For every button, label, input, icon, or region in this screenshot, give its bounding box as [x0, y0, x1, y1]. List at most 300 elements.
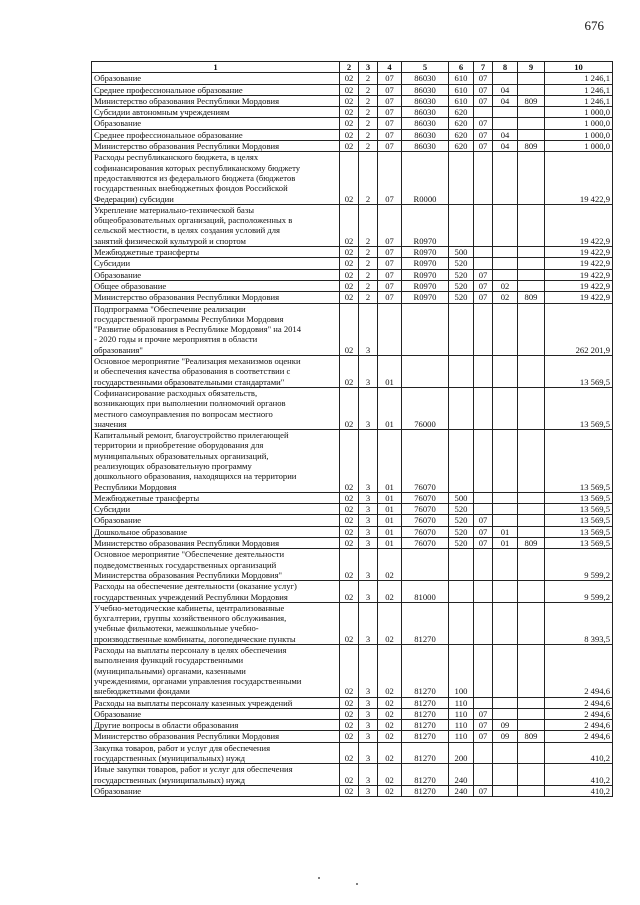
- code-cell: [474, 492, 493, 503]
- row-name: Софинансирование расходных обязательств, возникающих при выполнении полномочий органов местного самоуправления по вопросам местного значения: [92, 387, 340, 429]
- column-header: 1: [92, 62, 340, 73]
- code-cell: 2: [359, 129, 378, 140]
- code-cell: [493, 697, 518, 708]
- amount-cell: 19 422,9: [545, 247, 613, 258]
- amount-cell: 410,2: [545, 785, 613, 796]
- code-cell: 3: [359, 785, 378, 796]
- code-cell: 09: [493, 720, 518, 731]
- code-cell: 2: [359, 269, 378, 280]
- code-cell: [449, 204, 474, 246]
- code-cell: 02: [340, 515, 359, 526]
- row-name: Другие вопросы в области образования: [92, 720, 340, 731]
- code-cell: [474, 504, 493, 515]
- code-cell: [493, 515, 518, 526]
- code-cell: [518, 84, 545, 95]
- code-cell: 110: [449, 708, 474, 719]
- code-cell: 02: [340, 430, 359, 493]
- column-header: 3: [359, 62, 378, 73]
- code-cell: [493, 764, 518, 786]
- code-cell: [518, 303, 545, 355]
- code-cell: [474, 247, 493, 258]
- table-row: [92, 141, 613, 152]
- code-cell: 2: [359, 84, 378, 95]
- row-name: Иные закупки товаров, работ и услуг для обеспечения государственных (муниципальных) нужд: [92, 764, 340, 786]
- code-cell: 3: [359, 708, 378, 719]
- amount-cell: 19 422,9: [545, 204, 613, 246]
- row-name: Субсидии автономным учреждениям: [92, 107, 340, 118]
- code-cell: 02: [378, 602, 402, 644]
- code-cell: 02: [378, 581, 402, 603]
- code-cell: 07: [378, 280, 402, 291]
- code-cell: 07: [474, 731, 493, 742]
- table-row: [92, 645, 613, 697]
- table-row: [92, 526, 613, 537]
- code-cell: 07: [378, 292, 402, 303]
- code-cell: [474, 387, 493, 429]
- code-cell: [474, 742, 493, 764]
- code-cell: [474, 204, 493, 246]
- code-cell: 02: [378, 645, 402, 697]
- amount-cell: 8 393,5: [545, 602, 613, 644]
- row-name: Укрепление материально-технической базы общеобразовательных организаций, расположенных в сельской местности, в целях создания условий для занятий физической культурой и спортом: [92, 204, 340, 246]
- code-cell: 620: [449, 141, 474, 152]
- scan-speck: [318, 877, 320, 879]
- code-cell: 02: [340, 356, 359, 388]
- table-row: [92, 107, 613, 118]
- code-cell: R0970: [402, 258, 449, 269]
- code-cell: 01: [378, 526, 402, 537]
- code-cell: 3: [359, 387, 378, 429]
- code-cell: 07: [378, 84, 402, 95]
- code-cell: 02: [340, 581, 359, 603]
- table-row: [92, 118, 613, 129]
- row-name: Министерство образования Республики Мордовия: [92, 141, 340, 152]
- code-cell: [518, 708, 545, 719]
- code-cell: 81270: [402, 708, 449, 719]
- code-cell: [493, 258, 518, 269]
- code-cell: 110: [449, 720, 474, 731]
- code-cell: [474, 107, 493, 118]
- code-cell: [474, 645, 493, 697]
- code-cell: R0970: [402, 292, 449, 303]
- code-cell: 02: [340, 73, 359, 84]
- code-cell: [493, 247, 518, 258]
- code-cell: 3: [359, 356, 378, 388]
- code-cell: 02: [340, 280, 359, 291]
- code-cell: [474, 602, 493, 644]
- code-cell: 07: [474, 292, 493, 303]
- amount-cell: 19 422,9: [545, 152, 613, 204]
- code-cell: 02: [378, 708, 402, 719]
- code-cell: 07: [378, 258, 402, 269]
- code-cell: 02: [340, 247, 359, 258]
- table-row: [92, 129, 613, 140]
- code-cell: 01: [378, 387, 402, 429]
- code-cell: [402, 549, 449, 581]
- code-cell: 02: [340, 387, 359, 429]
- code-cell: 02: [340, 731, 359, 742]
- code-cell: 07: [474, 515, 493, 526]
- row-name: Министерство образования Республики Мордовия: [92, 538, 340, 549]
- code-cell: 07: [474, 129, 493, 140]
- code-cell: 2: [359, 292, 378, 303]
- amount-cell: 9 599,2: [545, 581, 613, 603]
- code-cell: 01: [378, 515, 402, 526]
- code-cell: 02: [340, 292, 359, 303]
- table-row: [92, 204, 613, 246]
- code-cell: 3: [359, 538, 378, 549]
- code-cell: [449, 602, 474, 644]
- code-cell: 520: [449, 526, 474, 537]
- code-cell: 520: [449, 292, 474, 303]
- code-cell: [449, 387, 474, 429]
- code-cell: 02: [340, 742, 359, 764]
- table-row: [92, 602, 613, 644]
- table-row: [92, 492, 613, 503]
- code-cell: 07: [378, 152, 402, 204]
- code-cell: 86030: [402, 73, 449, 84]
- code-cell: 02: [340, 764, 359, 786]
- code-cell: 02: [340, 303, 359, 355]
- table-row: [92, 247, 613, 258]
- code-cell: 3: [359, 515, 378, 526]
- code-cell: [474, 764, 493, 786]
- code-cell: [518, 581, 545, 603]
- code-cell: 07: [378, 141, 402, 152]
- code-cell: 81270: [402, 602, 449, 644]
- amount-cell: 19 422,9: [545, 269, 613, 280]
- row-name: Общее образование: [92, 280, 340, 291]
- code-cell: 02: [340, 697, 359, 708]
- code-cell: 02: [493, 292, 518, 303]
- code-cell: 2: [359, 141, 378, 152]
- code-cell: 02: [378, 549, 402, 581]
- code-cell: [493, 581, 518, 603]
- amount-cell: 13 569,5: [545, 538, 613, 549]
- row-name: Учебно-методические кабинеты, централизованные бухгалтерии, группы хозяйственного обслуживания, учебные фильмотеки, межшкольные учебно- производственные комбинаты, логопедические пункты: [92, 602, 340, 644]
- code-cell: 76070: [402, 430, 449, 493]
- code-cell: [518, 764, 545, 786]
- code-cell: 07: [378, 269, 402, 280]
- code-cell: 86030: [402, 95, 449, 106]
- row-name: Образование: [92, 118, 340, 129]
- code-cell: [518, 258, 545, 269]
- table-row: [92, 697, 613, 708]
- code-cell: 500: [449, 247, 474, 258]
- code-cell: 3: [359, 549, 378, 581]
- code-cell: 620: [449, 118, 474, 129]
- code-cell: R0970: [402, 269, 449, 280]
- code-cell: 02: [340, 504, 359, 515]
- code-cell: 520: [449, 504, 474, 515]
- code-cell: 3: [359, 581, 378, 603]
- code-cell: [474, 152, 493, 204]
- code-cell: [449, 581, 474, 603]
- row-name: Расходы на выплаты персоналу в целях обеспечения выполнения функций государственными (муниципальными) органами, казенными учреждениями, органами управления государственными внебюджетными фондами: [92, 645, 340, 697]
- code-cell: [493, 602, 518, 644]
- code-cell: 3: [359, 645, 378, 697]
- code-cell: [493, 742, 518, 764]
- code-cell: [518, 107, 545, 118]
- code-cell: [518, 387, 545, 429]
- table-row: [92, 152, 613, 204]
- code-cell: 02: [340, 785, 359, 796]
- code-cell: R0000: [402, 152, 449, 204]
- amount-cell: 1 246,1: [545, 84, 613, 95]
- row-name: Министерство образования Республики Мордовия: [92, 95, 340, 106]
- code-cell: [518, 430, 545, 493]
- code-cell: 04: [493, 141, 518, 152]
- amount-cell: 2 494,6: [545, 645, 613, 697]
- code-cell: 76070: [402, 504, 449, 515]
- code-cell: [518, 280, 545, 291]
- scan-speck: [356, 883, 358, 885]
- table-row: [92, 269, 613, 280]
- amount-cell: 2 494,6: [545, 731, 613, 742]
- code-cell: 3: [359, 697, 378, 708]
- table-row: [92, 720, 613, 731]
- code-cell: 07: [474, 95, 493, 106]
- column-header: 6: [449, 62, 474, 73]
- code-cell: 76070: [402, 538, 449, 549]
- code-cell: 07: [474, 118, 493, 129]
- code-cell: [474, 581, 493, 603]
- code-cell: 07: [474, 73, 493, 84]
- code-cell: 3: [359, 742, 378, 764]
- code-cell: 2: [359, 258, 378, 269]
- code-cell: [518, 152, 545, 204]
- table-row: [92, 549, 613, 581]
- row-name: Межбюджетные трансферты: [92, 492, 340, 503]
- code-cell: 02: [340, 492, 359, 503]
- code-cell: 07: [474, 708, 493, 719]
- code-cell: 02: [340, 84, 359, 95]
- row-name: Расходы на выплаты персоналу казенных учреждений: [92, 697, 340, 708]
- row-name: Образование: [92, 708, 340, 719]
- table-header-row: [92, 62, 613, 73]
- amount-cell: 1 000,0: [545, 141, 613, 152]
- code-cell: 86030: [402, 141, 449, 152]
- code-cell: 07: [474, 526, 493, 537]
- table-row: [92, 280, 613, 291]
- code-cell: 610: [449, 95, 474, 106]
- code-cell: [493, 152, 518, 204]
- code-cell: [518, 492, 545, 503]
- code-cell: 81270: [402, 720, 449, 731]
- code-cell: [518, 526, 545, 537]
- code-cell: 2: [359, 204, 378, 246]
- code-cell: 110: [449, 731, 474, 742]
- code-cell: 2: [359, 152, 378, 204]
- code-cell: 520: [449, 269, 474, 280]
- table-row: [92, 95, 613, 106]
- amount-cell: 13 569,5: [545, 504, 613, 515]
- code-cell: [518, 602, 545, 644]
- code-cell: [518, 247, 545, 258]
- code-cell: 620: [449, 107, 474, 118]
- table-row: [92, 292, 613, 303]
- code-cell: [518, 785, 545, 796]
- table-row: [92, 764, 613, 786]
- table-row: [92, 708, 613, 719]
- code-cell: 02: [340, 107, 359, 118]
- code-cell: 01: [378, 538, 402, 549]
- amount-cell: 262 201,9: [545, 303, 613, 355]
- code-cell: [449, 430, 474, 493]
- code-cell: 2: [359, 247, 378, 258]
- table-row: [92, 258, 613, 269]
- code-cell: 2: [359, 73, 378, 84]
- code-cell: 81270: [402, 697, 449, 708]
- code-cell: 809: [518, 731, 545, 742]
- amount-cell: 1 000,0: [545, 107, 613, 118]
- code-cell: 3: [359, 303, 378, 355]
- code-cell: [518, 129, 545, 140]
- amount-cell: 19 422,9: [545, 258, 613, 269]
- table-row: [92, 731, 613, 742]
- code-cell: 86030: [402, 84, 449, 95]
- amount-cell: 1 000,0: [545, 118, 613, 129]
- code-cell: 110: [449, 697, 474, 708]
- table-row: [92, 742, 613, 764]
- code-cell: 86030: [402, 118, 449, 129]
- code-cell: 02: [340, 720, 359, 731]
- code-cell: [449, 356, 474, 388]
- code-cell: 02: [378, 697, 402, 708]
- table-body: [92, 73, 613, 797]
- code-cell: 809: [518, 141, 545, 152]
- code-cell: 200: [449, 742, 474, 764]
- column-header: 4: [378, 62, 402, 73]
- code-cell: 3: [359, 526, 378, 537]
- code-cell: 02: [378, 742, 402, 764]
- code-cell: [493, 118, 518, 129]
- amount-cell: 19 422,9: [545, 292, 613, 303]
- row-name: Образование: [92, 785, 340, 796]
- code-cell: [493, 73, 518, 84]
- code-cell: 2: [359, 118, 378, 129]
- row-name: Субсидии: [92, 504, 340, 515]
- code-cell: 3: [359, 764, 378, 786]
- code-cell: 01: [378, 504, 402, 515]
- budget-table: [91, 61, 613, 797]
- code-cell: 809: [518, 292, 545, 303]
- code-cell: [518, 720, 545, 731]
- row-name: Среднее профессиональное образование: [92, 129, 340, 140]
- code-cell: [518, 515, 545, 526]
- code-cell: 100: [449, 645, 474, 697]
- column-header: 5: [402, 62, 449, 73]
- code-cell: 02: [340, 538, 359, 549]
- code-cell: 3: [359, 602, 378, 644]
- code-cell: 01: [378, 356, 402, 388]
- row-name: Подпрограмма "Обеспечение реализации государственной программы Республики Мордовия "Развитие образования в Республике Мордовия" на 2014 - 2020 годы и прочие мероприятия в области образования": [92, 303, 340, 355]
- code-cell: 09: [493, 731, 518, 742]
- code-cell: 809: [518, 538, 545, 549]
- row-name: Расходы на обеспечение деятельности (оказание услуг) государственных учреждений Республики Мордовия: [92, 581, 340, 603]
- row-name: Министерство образования Республики Мордовия: [92, 731, 340, 742]
- row-name: Образование: [92, 73, 340, 84]
- code-cell: 02: [340, 95, 359, 106]
- code-cell: 07: [474, 785, 493, 796]
- table-row: [92, 84, 613, 95]
- amount-cell: 2 494,6: [545, 720, 613, 731]
- code-cell: 02: [340, 708, 359, 719]
- code-cell: 02: [378, 764, 402, 786]
- code-cell: 07: [378, 73, 402, 84]
- code-cell: [493, 492, 518, 503]
- code-cell: 07: [378, 204, 402, 246]
- code-cell: 240: [449, 764, 474, 786]
- row-name: Расходы республиканского бюджета, в целях софинансирования которых республиканскому бюджету предоставляются из федерального бюджета (бюджетов государственных внебюджетных фондов Российской Федерации) субсидии: [92, 152, 340, 204]
- code-cell: 07: [378, 247, 402, 258]
- code-cell: [449, 303, 474, 355]
- code-cell: 07: [474, 269, 493, 280]
- page-number: 676: [584, 18, 604, 33]
- code-cell: 01: [493, 526, 518, 537]
- code-cell: [518, 742, 545, 764]
- code-cell: 81000: [402, 581, 449, 603]
- code-cell: 01: [493, 538, 518, 549]
- code-cell: 809: [518, 95, 545, 106]
- code-cell: [474, 356, 493, 388]
- amount-cell: 13 569,5: [545, 492, 613, 503]
- code-cell: 02: [493, 280, 518, 291]
- code-cell: [518, 118, 545, 129]
- code-cell: [518, 356, 545, 388]
- code-cell: [449, 152, 474, 204]
- code-cell: 86030: [402, 129, 449, 140]
- code-cell: 01: [378, 430, 402, 493]
- code-cell: 02: [340, 645, 359, 697]
- code-cell: 86030: [402, 107, 449, 118]
- code-cell: 02: [378, 731, 402, 742]
- code-cell: 04: [493, 84, 518, 95]
- code-cell: 07: [378, 118, 402, 129]
- code-cell: [518, 645, 545, 697]
- code-cell: 520: [449, 280, 474, 291]
- code-cell: [493, 430, 518, 493]
- amount-cell: 9 599,2: [545, 549, 613, 581]
- code-cell: 2: [359, 280, 378, 291]
- row-name: Основное мероприятие "Обеспечение деятельности подведомственных государственных организаций Министерства образования Республики Мордовия": [92, 549, 340, 581]
- amount-cell: 2 494,6: [545, 708, 613, 719]
- code-cell: 500: [449, 492, 474, 503]
- code-cell: 04: [493, 95, 518, 106]
- code-cell: [474, 549, 493, 581]
- code-cell: [493, 303, 518, 355]
- code-cell: 07: [474, 84, 493, 95]
- code-cell: [402, 303, 449, 355]
- code-cell: 07: [378, 129, 402, 140]
- code-cell: 07: [474, 720, 493, 731]
- code-cell: [493, 387, 518, 429]
- amount-cell: 410,2: [545, 742, 613, 764]
- code-cell: 81270: [402, 645, 449, 697]
- amount-cell: 1 246,1: [545, 95, 613, 106]
- code-cell: 07: [474, 141, 493, 152]
- code-cell: 620: [449, 129, 474, 140]
- code-cell: [493, 645, 518, 697]
- code-cell: [493, 356, 518, 388]
- code-cell: [474, 430, 493, 493]
- code-cell: 02: [340, 204, 359, 246]
- code-cell: [474, 697, 493, 708]
- code-cell: [402, 356, 449, 388]
- table-row: [92, 504, 613, 515]
- table-row: [92, 387, 613, 429]
- amount-cell: 2 494,6: [545, 697, 613, 708]
